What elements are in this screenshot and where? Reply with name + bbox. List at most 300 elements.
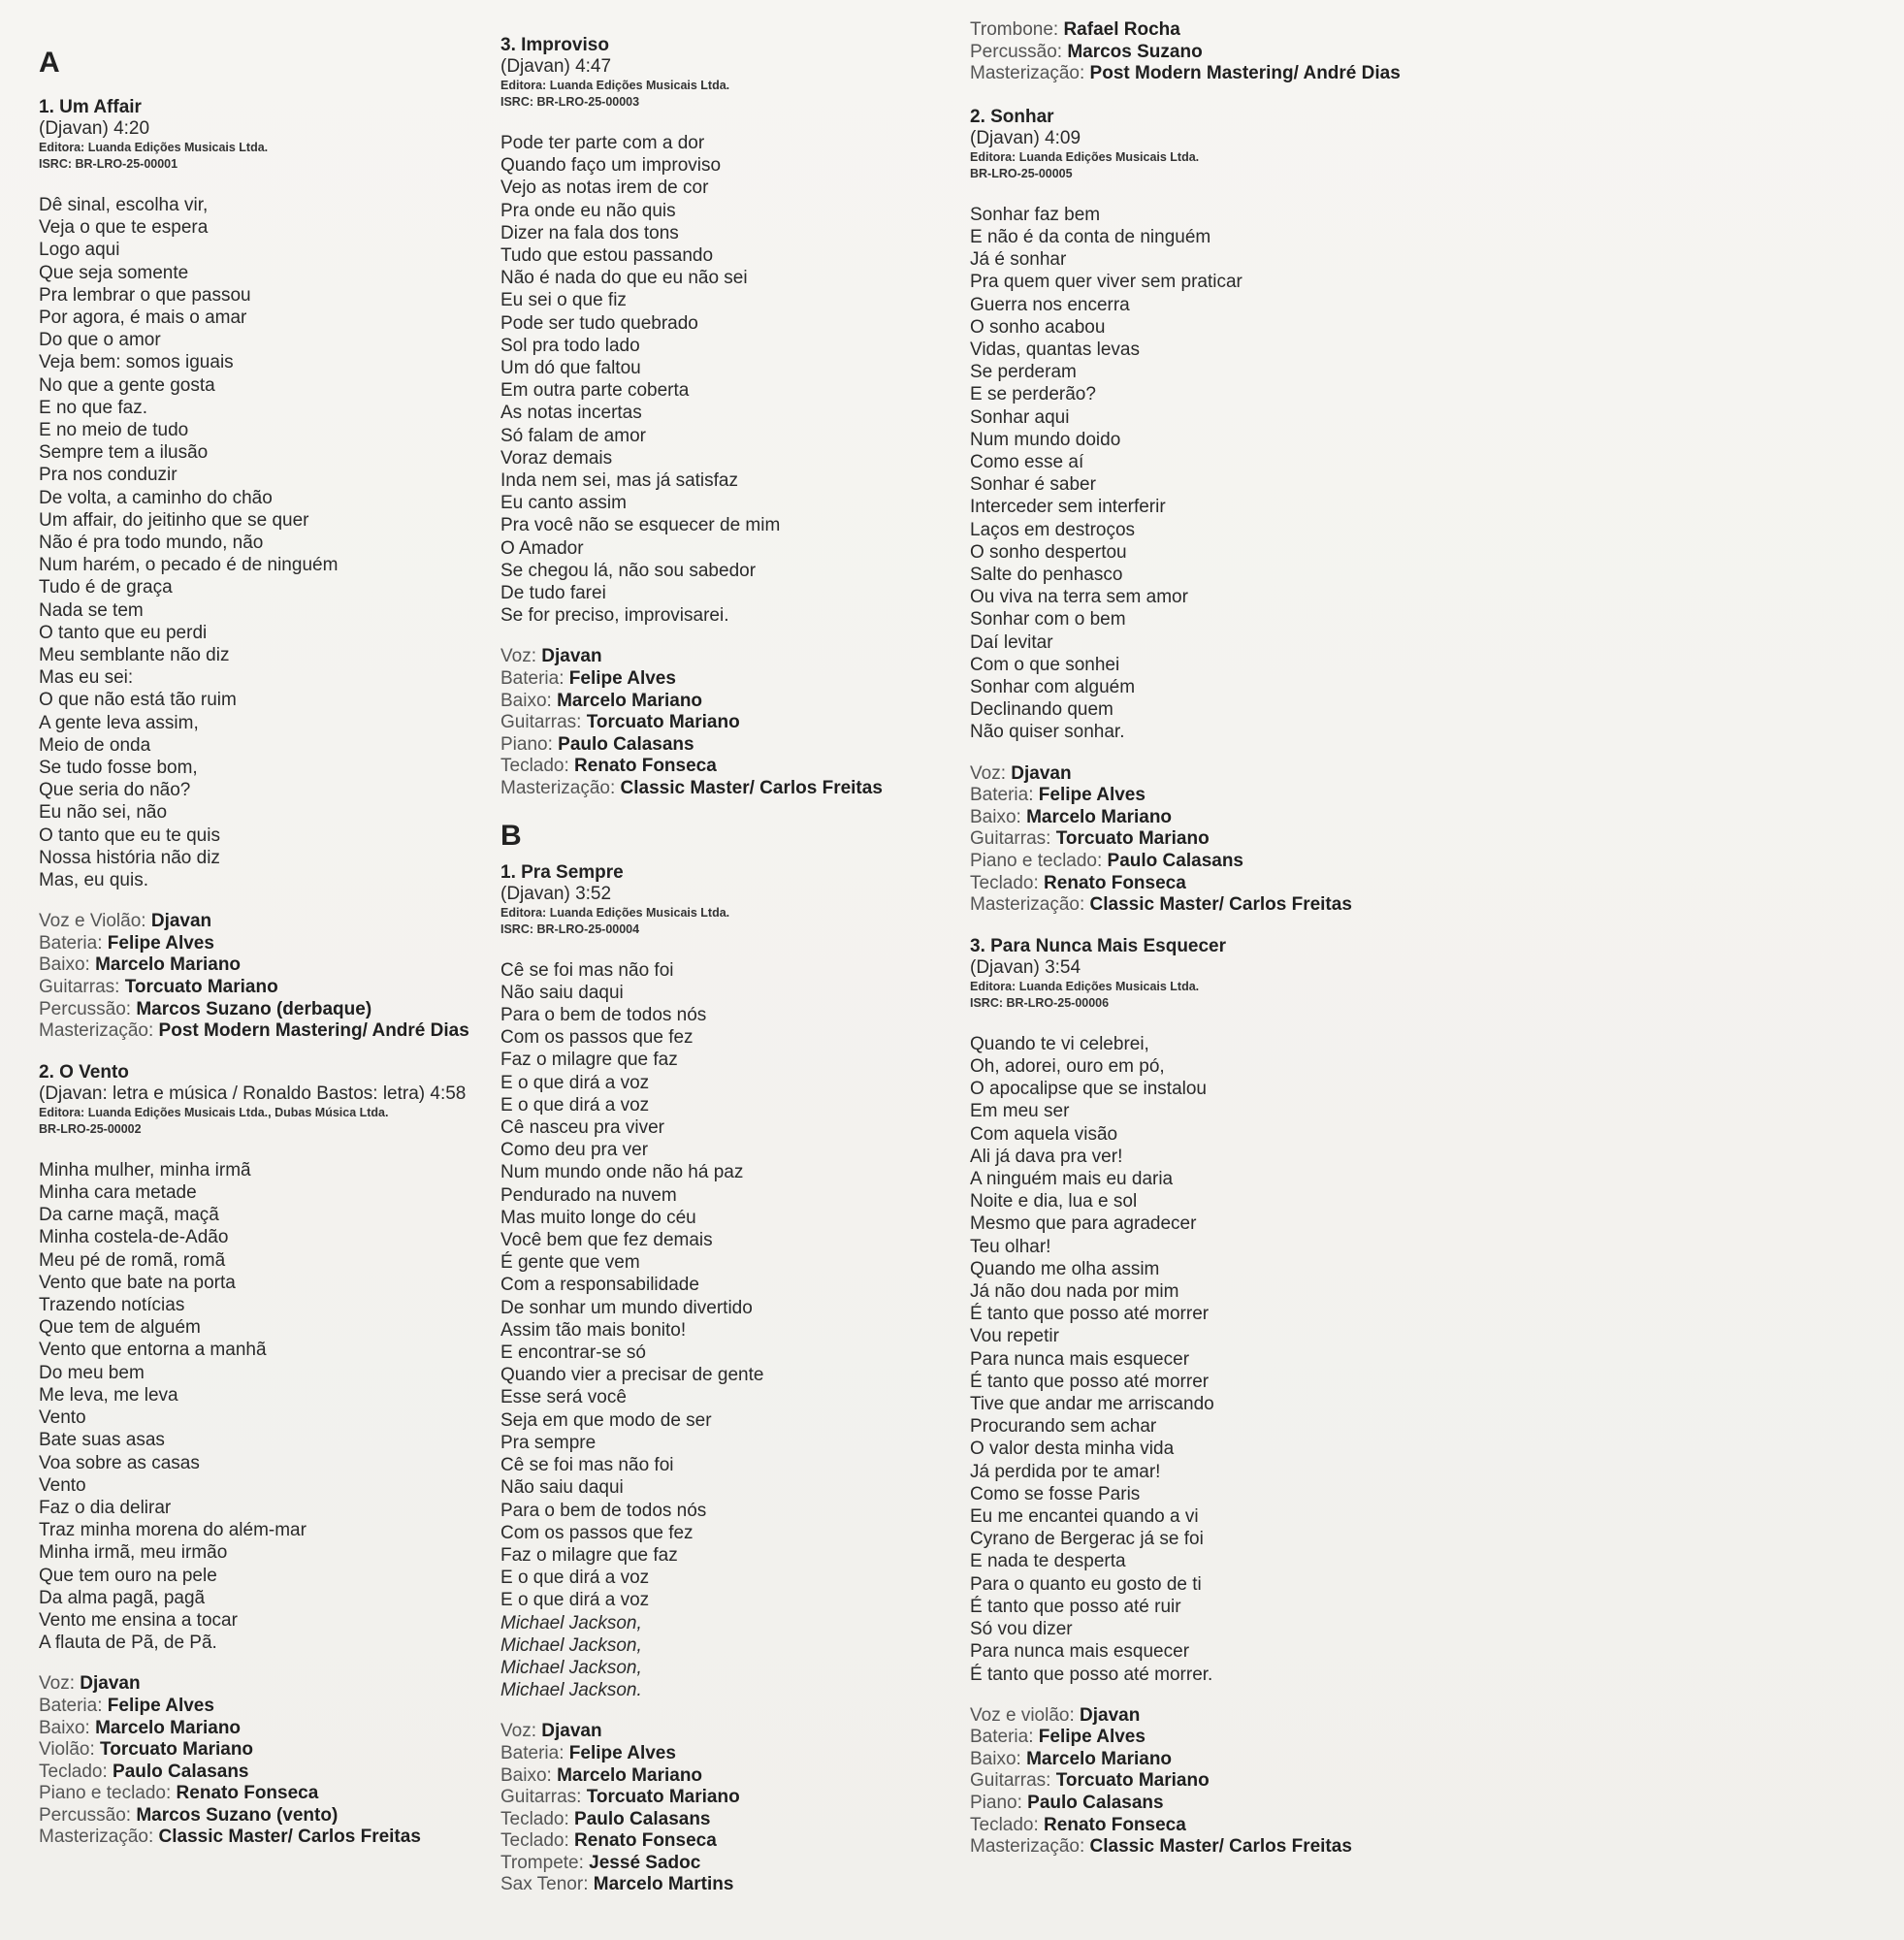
- credit-line: [970, 1815, 1436, 1837]
- side-a-heading: A: [39, 47, 60, 79]
- lyric-line: Se perderam: [970, 362, 1077, 383]
- lyric-line: O sonho acabou: [970, 316, 1106, 338]
- credit-line: [500, 1853, 966, 1875]
- lyric-line: Faz o dia delirar: [39, 1497, 172, 1518]
- lyric-line: O que não está tão ruim: [39, 690, 237, 711]
- credit-line: [39, 1783, 504, 1805]
- lyric-line: Assim tão mais bonito!: [500, 1319, 687, 1341]
- lyric-line: Como esse aí: [970, 452, 1084, 473]
- lyric-line: Em meu ser: [970, 1101, 1070, 1122]
- track-title: 1. Pra Sempre: [500, 861, 624, 883]
- track-isrc: ISRC: BR-LRO-25-00004: [500, 922, 640, 936]
- credit-name: Renato Fonseca: [1044, 1814, 1186, 1835]
- lyric-line: Seja em que modo de ser: [500, 1409, 712, 1431]
- lyric-line: Se chegou lá, não sou sabedor: [500, 560, 757, 581]
- pra-sempre-credits-continued: [970, 19, 1436, 85]
- track-composer-duration: (Djavan: letra e música / Ronaldo Bastos: letra) 4:58: [39, 1083, 467, 1104]
- credit-line: [970, 63, 1436, 85]
- lyric-line-italic: Michael Jackson,: [500, 1634, 642, 1656]
- credit-name: Rafael Rocha: [1063, 19, 1180, 40]
- lyric-line: Teu olhar!: [970, 1236, 1051, 1257]
- lyric-line: Com aquela visão: [970, 1123, 1118, 1145]
- credit-role: Piano e teclado:: [970, 851, 1108, 872]
- track-isrc: ISRC: BR-LRO-25-00001: [39, 157, 178, 171]
- credit-name: Classic Master/ Carlos Freitas: [620, 778, 883, 799]
- credit-role: Baixo:: [39, 954, 96, 976]
- lyric-line: Sonhar com alguém: [970, 677, 1136, 698]
- credit-name: Marcelo Mariano: [1026, 806, 1173, 827]
- credit-role: Teclado:: [500, 1830, 575, 1852]
- lyric-line: E no que faz.: [39, 397, 147, 418]
- lyric-line: Minha irmã, meu irmão: [39, 1542, 228, 1564]
- credit-role: Percussão:: [970, 41, 1068, 62]
- lyric-line: E encontrar-se só: [500, 1342, 646, 1364]
- credit-line: [970, 1793, 1436, 1815]
- lyric-line: Sol pra todo lado: [500, 335, 640, 356]
- credit-line: [39, 933, 504, 955]
- lyric-line: Meu pé de romã, romã: [39, 1249, 226, 1271]
- lyric-line: Com o que sonhei: [970, 654, 1120, 675]
- lyric-line: Mas, eu quis.: [39, 870, 148, 891]
- lyric-line: O tanto que eu te quis: [39, 824, 220, 846]
- credit-name: Classic Master/ Carlos Freitas: [158, 1827, 421, 1848]
- lyric-line: É tanto que posso até morrer: [970, 1371, 1210, 1392]
- credit-line: [39, 1762, 504, 1784]
- credit-name: Torcuato Mariano: [1055, 1770, 1210, 1792]
- lyric-line-italic: Michael Jackson.: [500, 1680, 642, 1701]
- lyric-line: Vento que bate na porta: [39, 1272, 236, 1293]
- lyric-line: Você bem que fez demais: [500, 1230, 713, 1251]
- credit-line: [970, 785, 1436, 807]
- credit-line: [39, 954, 504, 977]
- credit-role: Voz:: [970, 762, 1012, 784]
- lyric-line: Salte do penhasco: [970, 565, 1123, 586]
- credit-line: [39, 977, 504, 999]
- lyric-line: Do que o amor: [39, 330, 161, 351]
- lyric-line: O tanto que eu perdi: [39, 622, 208, 643]
- lyric-line: Pra sempre: [500, 1432, 597, 1453]
- credit-name: Post Modern Mastering/ André Dias: [1089, 63, 1401, 84]
- credit-line: [970, 1749, 1436, 1771]
- lyric-line: Tive que andar me arriscando: [970, 1394, 1214, 1415]
- credit-line: [500, 691, 966, 713]
- lyric-line: Só falam de amor: [500, 425, 646, 446]
- credit-name: Torcuato Mariano: [100, 1739, 254, 1761]
- credit-line: [39, 1020, 504, 1043]
- lyric-line: Veja bem: somos iguais: [39, 352, 234, 373]
- lyric-line: Em outra parte coberta: [500, 380, 690, 402]
- track-publisher: Editora: Luanda Edições Musicais Ltda.: [500, 905, 730, 920]
- lyric-line: O sonho despertou: [970, 541, 1127, 563]
- lyric-line: Dê sinal, escolha vir,: [39, 195, 209, 215]
- lyric-line: A gente leva assim,: [39, 712, 199, 733]
- lyric-line: Veja o que te espera: [39, 217, 209, 239]
- lyric-line: O valor desta minha vida: [970, 1439, 1175, 1460]
- credit-role: Teclado:: [39, 1761, 113, 1782]
- lyric-line: Procurando sem achar: [970, 1416, 1157, 1438]
- track-lyrics: [39, 1159, 504, 1654]
- credit-line: [500, 1721, 966, 1743]
- credit-line: [39, 1696, 504, 1718]
- track-composer-duration: (Djavan) 4:47: [500, 56, 612, 77]
- credit-role: Bateria:: [39, 932, 108, 954]
- lyric-line: Quando faço um improviso: [500, 155, 722, 177]
- credit-role: Baixo:: [500, 690, 558, 711]
- lyric-line: Se tudo fosse bom,: [39, 758, 198, 779]
- credit-role: Masterização:: [39, 1827, 159, 1848]
- credit-line: [39, 1673, 504, 1696]
- track-publisher: Editora: Luanda Edições Musicais Ltda.: [970, 149, 1200, 164]
- credit-name: Torcuato Mariano: [124, 977, 278, 998]
- credit-role: Voz:: [500, 646, 542, 667]
- lyric-line: Que seria do não?: [39, 780, 191, 801]
- track-um-affair: [39, 97, 504, 1043]
- lyric-line: Nada se tem: [39, 599, 144, 621]
- lyric-line: Sonhar com o bem: [970, 609, 1126, 630]
- lyric-line: Da carne maçã, maçã: [39, 1205, 219, 1226]
- credit-role: Baixo:: [970, 1748, 1027, 1769]
- lyric-line: Se for preciso, improvisarei.: [500, 605, 729, 627]
- lyric-line: Vou repetir: [970, 1326, 1059, 1347]
- credit-name: Felipe Alves: [568, 1742, 676, 1763]
- credit-role: Voz e violão:: [970, 1704, 1081, 1726]
- track-pra-sempre: [500, 862, 966, 1896]
- lyric-line: Daí levitar: [970, 631, 1053, 653]
- track-improviso: [500, 35, 966, 800]
- credit-role: Voz:: [39, 1673, 81, 1695]
- lyric-line: Dizer na fala dos tons: [500, 222, 679, 243]
- credit-role: Masterização:: [39, 1020, 159, 1042]
- track-lyrics: [500, 132, 966, 627]
- lyric-line: Minha cara metade: [39, 1182, 197, 1204]
- lyric-line: Um dó que faltou: [500, 358, 641, 379]
- lyric-line: Nossa história não diz: [39, 847, 220, 868]
- track-publisher: Editora: Luanda Edições Musicais Ltda., Dubas Música Ltda.: [39, 1105, 389, 1119]
- lyric-line: Sempre tem a ilusão: [39, 442, 209, 464]
- lyric-line: Noite e dia, lua e sol: [970, 1191, 1138, 1212]
- credit-name: Paulo Calasans: [113, 1761, 249, 1782]
- track-para-nunca-mais-esquecer: [970, 936, 1436, 1859]
- lyric-line: Para o quanto eu gosto de ti: [970, 1573, 1202, 1595]
- lyric-line: Mas eu sei:: [39, 667, 134, 689]
- credit-line: [500, 734, 966, 757]
- lyric-line: Pra onde eu não quis: [500, 200, 676, 221]
- lyric-line: Faz o milagre que faz: [500, 1050, 678, 1071]
- credit-name: Felipe Alves: [107, 932, 214, 954]
- credit-role: Teclado:: [970, 872, 1045, 893]
- credit-role: Guitarras:: [500, 1787, 587, 1808]
- credit-role: Percussão:: [39, 998, 137, 1019]
- lyric-line: E o que dirá a voz: [500, 1072, 650, 1093]
- track-o-vento: [39, 1062, 504, 1849]
- lyric-line: Cyrano de Bergerac já se foi: [970, 1529, 1204, 1550]
- track-lyrics: [970, 204, 1436, 744]
- lyric-line: E o que dirá a voz: [500, 1094, 650, 1116]
- credit-name: Djavan: [80, 1673, 141, 1695]
- credit-role: Voz:: [500, 1721, 542, 1742]
- credit-role: Baixo:: [39, 1717, 96, 1738]
- track-composer-duration: (Djavan) 3:54: [970, 956, 1081, 978]
- credit-name: Marcos Suzano: [1067, 41, 1203, 62]
- credit-name: Renato Fonseca: [574, 756, 717, 777]
- credit-line: [970, 894, 1436, 917]
- lyric-line: Num mundo onde não há paz: [500, 1162, 744, 1183]
- lyric-line: Da alma pagã, pagã: [39, 1587, 206, 1608]
- credit-name: Post Modern Mastering/ André Dias: [158, 1020, 469, 1042]
- lyric-line: Para o bem de todos nós: [500, 1005, 707, 1026]
- track-credits: [500, 646, 966, 799]
- lyric-line: Num mundo doido: [970, 429, 1121, 450]
- credit-name: Djavan: [1080, 1704, 1141, 1726]
- lyric-line: É tanto que posso até ruir: [970, 1596, 1181, 1617]
- track-composer-duration: (Djavan) 4:20: [39, 118, 150, 139]
- lyric-line-italic: Michael Jackson,: [500, 1612, 642, 1633]
- lyric-line: Vento me ensina a tocar: [39, 1609, 238, 1631]
- lyric-line: Quando vier a precisar de gente: [500, 1365, 764, 1386]
- track-title: 1. Um Affair: [39, 97, 142, 117]
- lyric-line: Vidas, quantas levas: [970, 340, 1140, 360]
- lyric-line: Com a responsabilidade: [500, 1275, 699, 1296]
- lyric-line: Para nunca mais esquecer: [970, 1348, 1190, 1370]
- credit-name: Jessé Sadoc: [589, 1852, 701, 1873]
- lyric-line: Não é pra todo mundo, não: [39, 533, 264, 554]
- credit-name: Classic Master/ Carlos Freitas: [1089, 894, 1352, 916]
- lyric-line: Com os passos que fez: [500, 1027, 694, 1049]
- lyric-line: Pra quem quer viver sem praticar: [970, 272, 1242, 293]
- credit-name: Renato Fonseca: [1044, 872, 1186, 893]
- lyric-line: Quando te vi celebrei,: [970, 1033, 1149, 1054]
- lyric-line: Interceder sem interferir: [970, 497, 1166, 518]
- lyric-line: Pode ser tudo quebrado: [500, 312, 698, 334]
- credit-role: Baixo:: [970, 806, 1027, 827]
- lyric-line: Minha costela-de-Adão: [39, 1227, 229, 1248]
- credit-role: Teclado:: [500, 756, 575, 777]
- lyric-line: Pode ter parte com a dor: [500, 133, 705, 153]
- credit-name: Paulo Calasans: [1107, 851, 1243, 872]
- credit-role: Bateria:: [970, 785, 1039, 806]
- lyric-line: Tudo é de graça: [39, 577, 173, 598]
- credit-role: Piano:: [970, 1793, 1028, 1814]
- credit-role: Piano e teclado:: [39, 1783, 177, 1804]
- credit-line: [970, 763, 1436, 786]
- credit-name: Paulo Calasans: [574, 1808, 711, 1829]
- lyric-line: De volta, a caminho do chão: [39, 487, 273, 508]
- lyric-line: Eu me encantei quando a vi: [970, 1506, 1199, 1528]
- track-composer-duration: (Djavan) 3:52: [500, 883, 612, 904]
- track-isrc: BR-LRO-25-00002: [39, 1121, 142, 1136]
- lyric-line: Cê se foi mas não foi: [500, 1455, 674, 1476]
- track-credits: [39, 911, 504, 1043]
- lyric-line: Cê nasceu pra viver: [500, 1117, 664, 1139]
- track-sonhar: [970, 107, 1436, 917]
- credit-name: Torcuato Mariano: [586, 1787, 740, 1808]
- credit-name: Marcelo Mariano: [95, 1717, 242, 1738]
- credit-name: Paulo Calasans: [558, 733, 694, 755]
- lyric-line: Inda nem sei, mas já satisfaz: [500, 470, 738, 492]
- credit-role: Guitarras:: [500, 712, 587, 733]
- lyric-line: Tudo que estou passando: [500, 245, 714, 267]
- credit-name: Marcelo Mariano: [557, 1764, 703, 1786]
- lyric-line: Como deu pra ver: [500, 1140, 649, 1161]
- credit-line: [970, 828, 1436, 851]
- lyric-line: Oh, adorei, ouro em pó,: [970, 1056, 1165, 1078]
- lyric-line: Pra nos conduzir: [39, 465, 177, 486]
- lyric-line: Esse será você: [500, 1387, 627, 1408]
- track-isrc: ISRC: BR-LRO-25-00003: [500, 95, 640, 109]
- lyric-line: Que tem ouro na pele: [39, 1565, 217, 1586]
- lyric-line: Bate suas asas: [39, 1430, 165, 1451]
- credit-line: [500, 1874, 966, 1896]
- credit-line: [500, 778, 966, 800]
- lyric-line: Um affair, do jeitinho que se quer: [39, 509, 309, 531]
- lyric-line: Do meu bem: [39, 1362, 145, 1383]
- credit-line: [39, 1718, 504, 1740]
- column-left: [39, 47, 504, 1868]
- lyric-line: Vento que entorna a manhã: [39, 1340, 267, 1361]
- credit-role: Guitarras:: [970, 828, 1056, 850]
- lyric-line: Não saiu daqui: [500, 1477, 624, 1499]
- lyric-line: Cê se foi mas não foi: [500, 959, 674, 981]
- lyric-line: Já perdida por te amar!: [970, 1461, 1161, 1482]
- lyric-line: Por agora, é mais o amar: [39, 307, 247, 329]
- lyric-line: Com os passos que fez: [500, 1522, 694, 1543]
- lyric-line: Ou viva na terra sem amor: [970, 587, 1188, 608]
- lyric-line: Vento: [39, 1474, 86, 1496]
- credit-line: [970, 1836, 1436, 1859]
- side-b-heading: B: [500, 819, 522, 852]
- track-publisher: Editora: Luanda Edições Musicais Ltda.: [970, 979, 1200, 993]
- lyric-line: Minha mulher, minha irmã: [39, 1159, 251, 1180]
- lyric-line: A ninguém mais eu daria: [970, 1169, 1174, 1190]
- credit-name: Djavan: [541, 1721, 602, 1742]
- credit-role: Guitarras:: [39, 977, 125, 998]
- track-publisher: Editora: Luanda Edições Musicais Ltda.: [39, 141, 269, 154]
- credit-name: Djavan: [1011, 762, 1072, 784]
- credit-name: Djavan: [150, 911, 212, 932]
- credit-role: Sax Tenor:: [500, 1874, 594, 1895]
- lyric-line: Só vou dizer: [970, 1619, 1073, 1640]
- credit-role: Bateria:: [500, 1742, 569, 1763]
- track-title: 3. Improviso: [500, 35, 609, 55]
- lyric-line: E nada te desperta: [970, 1551, 1126, 1572]
- lyric-line: Mesmo que para agradecer: [970, 1213, 1197, 1235]
- track-credits: [970, 1705, 1436, 1859]
- lyric-line: Não saiu daqui: [500, 982, 624, 1003]
- credit-name: Marcelo Mariano: [1026, 1748, 1173, 1769]
- lyric-line: Não é nada do que eu não sei: [500, 268, 748, 289]
- credit-line: [39, 1827, 504, 1849]
- credit-role: Teclado:: [500, 1808, 575, 1829]
- lyric-line: Eu canto assim: [500, 493, 627, 514]
- lyric-line: Já é sonhar: [970, 249, 1067, 271]
- credit-line: [39, 999, 504, 1021]
- lyric-line: Logo aqui: [39, 240, 120, 261]
- credit-line: [970, 807, 1436, 829]
- lyric-line: Meio de onda: [39, 734, 151, 756]
- track-isrc: BR-LRO-25-00005: [970, 166, 1073, 180]
- credit-name: Marcelo Mariano: [95, 954, 242, 976]
- lyric-line-italic: Michael Jackson,: [500, 1657, 642, 1678]
- track-credits: [970, 763, 1436, 917]
- lyric-line: Que tem de alguém: [39, 1317, 201, 1339]
- credit-line: [500, 646, 966, 668]
- lyric-line: E o que dirá a voz: [500, 1568, 650, 1589]
- lyric-line: Traz minha morena do além-mar: [39, 1520, 307, 1541]
- lyric-line: É gente que vem: [500, 1252, 640, 1274]
- lyric-line: Quando me olha assim: [970, 1258, 1160, 1279]
- credit-name: Marcos Suzano (vento): [136, 1804, 339, 1826]
- lyric-line: Ali já dava pra ver!: [970, 1146, 1123, 1167]
- lyric-line: Meu semblante não diz: [39, 645, 230, 666]
- lyric-line: Pendurado na nuvem: [500, 1184, 677, 1206]
- credit-line: [500, 1765, 966, 1788]
- lyric-line: É tanto que posso até morrer.: [970, 1664, 1213, 1685]
- track-title: 2. Sonhar: [970, 106, 1054, 127]
- credit-name: Torcuato Mariano: [586, 712, 740, 733]
- credit-role: Piano:: [500, 733, 559, 755]
- lyric-line: Pra lembrar o que passou: [39, 284, 251, 306]
- lyric-line: E se perderão?: [970, 384, 1096, 405]
- credit-line: [970, 1705, 1436, 1728]
- credit-role: Voz e Violão:: [39, 911, 151, 932]
- credit-line: [970, 1727, 1436, 1749]
- lyric-line: O Amador: [500, 537, 584, 559]
- lyric-line: E no meio de tudo: [39, 420, 189, 441]
- credit-line: [970, 851, 1436, 873]
- credit-line: [500, 1743, 966, 1765]
- credit-role: Masterização:: [970, 1836, 1090, 1858]
- lyric-line: Sonhar é saber: [970, 474, 1096, 496]
- credit-name: Paulo Calasans: [1027, 1793, 1164, 1814]
- credit-line: [970, 1770, 1436, 1793]
- lyric-line: Não quiser sonhar.: [970, 722, 1125, 743]
- lyric-line: A flauta de Pã, de Pã.: [39, 1633, 217, 1654]
- track-lyrics: [970, 1033, 1436, 1686]
- credit-line: [500, 712, 966, 734]
- credit-line: [39, 911, 504, 933]
- credit-name: Renato Fonseca: [176, 1783, 319, 1804]
- credit-name: Torcuato Mariano: [1055, 828, 1210, 850]
- lyric-line: Vento: [39, 1407, 86, 1429]
- credit-line: [500, 1830, 966, 1853]
- credit-name: Marcelo Martins: [593, 1874, 734, 1895]
- lyric-line: Eu não sei, não: [39, 802, 168, 824]
- credit-line: [500, 1787, 966, 1809]
- lyric-line: O apocalipse que se instalou: [970, 1079, 1207, 1100]
- credit-role: Baixo:: [500, 1764, 558, 1786]
- lyric-line: Vejo as notas irem de cor: [500, 178, 709, 199]
- lyric-line: Declinando quem: [970, 699, 1113, 721]
- track-credits: [39, 1673, 504, 1849]
- credit-line: [500, 668, 966, 691]
- track-title: 2. O Vento: [39, 1061, 129, 1083]
- lyric-line: Pra você não se esquecer de mim: [500, 515, 781, 536]
- credit-role: Masterização:: [500, 778, 621, 799]
- lyric-line: Voa sobre as casas: [39, 1452, 200, 1473]
- credit-name: Marcelo Mariano: [557, 690, 703, 711]
- credit-role: Trombone:: [970, 19, 1064, 40]
- lyric-line: Sonhar faz bem: [970, 204, 1101, 225]
- lyric-line: Guerra nos encerra: [970, 294, 1130, 315]
- credit-line: [970, 42, 1436, 64]
- credit-name: Felipe Alves: [1038, 1727, 1146, 1748]
- lyric-line: Voraz demais: [500, 447, 613, 469]
- credit-line: [970, 19, 1436, 42]
- lyric-line: Para nunca mais esquecer: [970, 1641, 1190, 1663]
- lyric-line: Mas muito longe do céu: [500, 1207, 696, 1228]
- track-composer-duration: (Djavan) 4:09: [970, 127, 1081, 148]
- credit-role: Teclado:: [970, 1814, 1045, 1835]
